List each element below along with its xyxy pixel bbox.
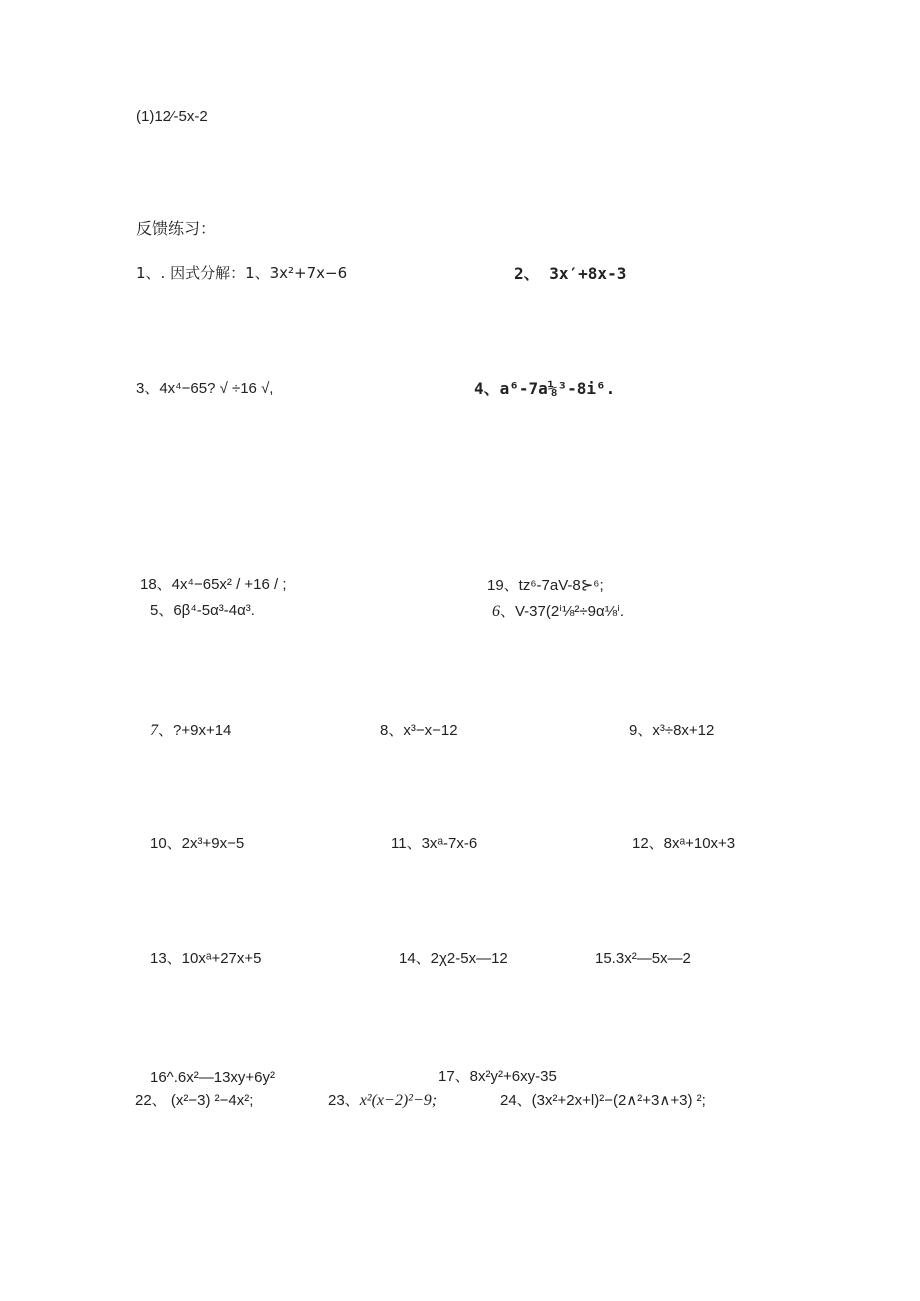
exercise-14: 14、2χ2-5x—12 [399,950,508,967]
exercise-24: 24、(3x²+2x+l)²−(2∧²+3∧+3) ²; [500,1092,706,1109]
exercise-8: 8、x³−x−12 [380,722,458,739]
exercise-23-expression: x²(x−2)²−9; [359,1092,438,1109]
exercise-23-number: 23、 [328,1092,360,1109]
exercise-11: 11、3xᵃ-7x-6 [391,835,478,852]
exercise-4: 4、a⁶-7a⅛³-8i⁶. [474,379,616,398]
exercise-23 [328,1093,437,1109]
exercise-7-expression: 、?+9x+14 [158,722,232,739]
exercise-5: 5、6β⁴-5α³-4α³. [150,602,255,619]
exercise-16: 16^.6x²—13xy+6y² [150,1069,276,1086]
exercise-6 [492,604,624,620]
exercise-6-expression: 、V-37(2ⁱ⅛²÷9α⅛ⁱ. [500,603,624,620]
exercise-19: 19、tz⁶-7aV-8⊱⁶; [487,577,604,594]
exercise-17: 17、8x²y²+6xy-35 [438,1068,557,1085]
problem-intro: (1)12⁄-5x-2 [136,108,208,125]
exercise-22: 22、 (x²−3) ²−4x²; [135,1092,254,1109]
exercise-10: 10、2x³+9x−5 [150,835,245,852]
exercise-13: 13、10xᵃ+27x+5 [150,950,262,967]
exercise-2: 2、 3x′+8x-3 [514,264,627,283]
exercise-6-number: 6 [492,603,500,620]
exercise-7-number: 7 [150,722,158,739]
exercise-3: 3、4x⁴−65? √ ÷16 √, [136,380,274,397]
exercise-9: 9、x³÷8x+12 [629,722,715,739]
exercise-7 [150,723,231,739]
exercise-1: 1、. 因式分解：1、3x²+7x−6 [136,264,348,282]
section-title: 反馈练习： [136,219,217,238]
exercise-12: 12、8xᵃ+10x+3 [632,835,736,852]
exercise-18: 18、4x⁴−65x² / +16 / ; [140,576,287,593]
exercise-15: 15.3x²—5x—2 [595,950,691,967]
